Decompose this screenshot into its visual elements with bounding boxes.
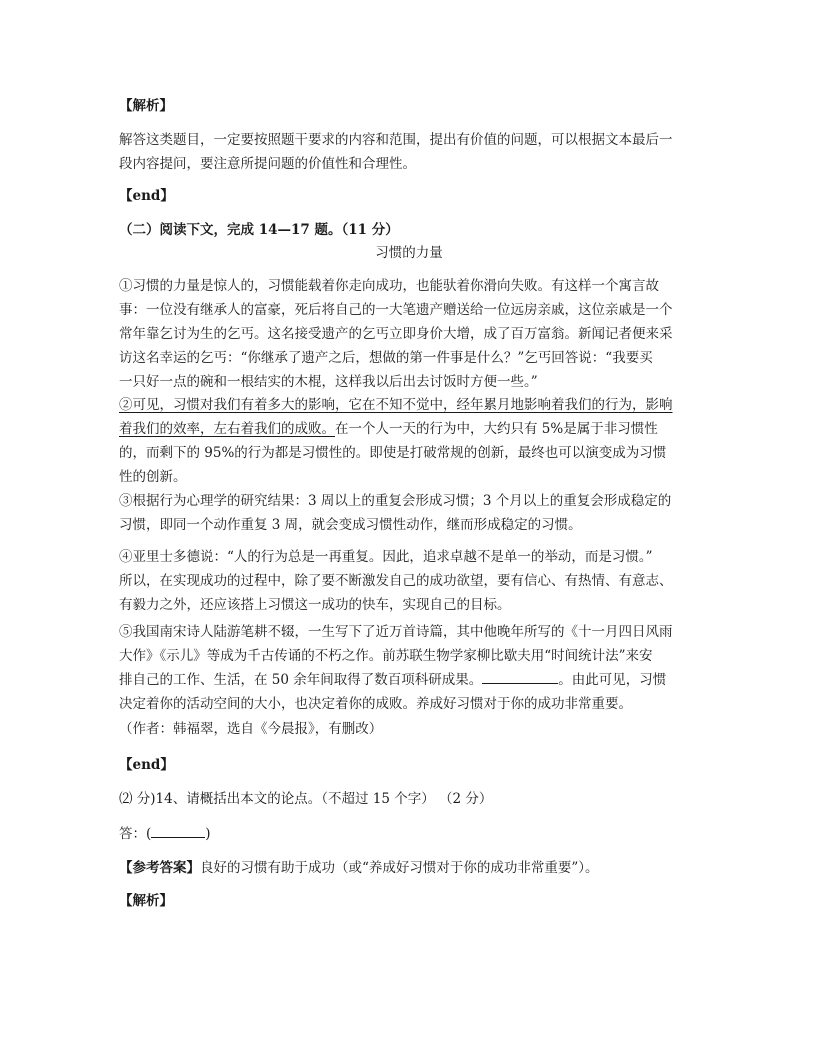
paragraph-1 [119,274,699,394]
analysis-text [119,128,699,176]
p4-line-2: 所以，在实现成功的过程中，除了要不断激发自己的成功欲望，要有信心、有热情、有意志、 [119,573,673,589]
paragraph-3 [119,489,699,537]
p5-line-1: ⑤我国南宋诗人陆游笔耕不辍，一生写下了近万首诗篇，其中他晚年所写的《十一月四日风雨 [119,624,673,640]
reference-text: 良好的习惯有助于成功（或“养成好习惯对于你的成功非常重要”）。 [200,860,599,876]
p2-underlined-line-2: 着我们的效率，左右着我们的成败。 [119,421,335,437]
paragraph-5 [119,620,699,716]
paragraph-4 [119,545,699,617]
p1-line-4: 访这名幸运的乞丐：“你继承了遗产之后，想做的第一件事是什么？”乞丐回答说：“我要买 [119,350,653,366]
p2-line-4: 性的创新。 [119,469,187,485]
p1-line-1: ①习惯的力量是惊人的，习惯能载着你走向成功，也能驮着你滑向失败。有这样一个寓言故 [119,278,659,294]
answer-line [119,822,699,846]
analysis-line-1: 解答这类题目，一定要按照题干要求的内容和范围，提出有价值的问题，可以根据文本最后一 [119,132,673,148]
author-note: （作者：韩福翠，选自《今晨报》，有删改） [119,721,383,737]
article-title: 习惯的力量 [375,245,443,261]
fill-in-blank[interactable] [482,669,558,684]
p1-line-2: 事：一位没有继承人的富豪，死后将自己的一大笔遗产赠送给一位远房亲戚，这位亲戚是一个 [119,302,673,318]
p5-line-3 [119,668,699,692]
question-14: ⑵ 分)14、请概括出本文的论点。（不超过 15 个字） （2 分） [119,791,493,807]
p5-line-3-after: 。由此可见，习惯 [558,672,667,688]
end-marker-2: 【end】 [119,757,174,773]
reference-answer [119,856,699,880]
p5-line-3-before: 排自己的工作、生活，在 50 余年间取得了数百项科研成果。 [119,672,483,688]
answer-blank[interactable] [151,823,205,838]
p2-underlined-line-1: ②可见，习惯对我们有着多大的影响，它在不知不觉中，经年累月地影响着我们的行为，影响 [119,397,673,413]
answer-suffix: ) [205,826,211,842]
p5-line-2: 大作》《示儿》等成为千古传诵的不朽之作。前苏联生物学家柳比歇夫用“时间统计法”来安 [119,648,653,664]
analysis-header-2: 【解析】 [119,893,173,909]
p5-line-4: 决定着你的活动空间的大小，也决定着你的成败。养成好习惯对于你的成功非常重要。 [119,696,632,712]
p2-line-3: 的，而剩下的 95%的行为都是习惯性的。即使是打破常规的创新，最终也可以演变成为习惯 [119,445,667,461]
p2-line-2-rest: 在一个人一天的行为中，大约只有 5%是属于非习惯性 [335,421,658,437]
analysis-header-1: 【解析】 [119,98,173,114]
p1-line-3: 常年靠乞讨为生的乞丐。这名接受遗产的乞丐立即身价大增，成了百万富翁。新闻记者便来采 [119,326,673,342]
reference-label: 【参考答案】 [119,860,200,876]
analysis-line-2: 段内容提问，要注意所提问题的价值性和合理性。 [119,156,416,172]
p3-line-2: 习惯，即同一个动作重复 3 周，就会变成习惯性动作，继而形成稳定的习惯。 [119,517,582,533]
end-marker-1: 【end】 [119,188,174,204]
p4-line-1: ④亚里士多德说：“人的行为总是一再重复。因此，追求卓越不是单一的举动，而是习惯。” [119,549,653,565]
p4-line-3: 有毅力之外，还应该搭上习惯这一成功的快车，实现自己的目标。 [119,597,511,613]
p2-line-2 [119,417,699,441]
p1-line-5: 一只好一点的碗和一根结实的木棍，这样我以后出去讨饭时方便一些。” [119,374,538,390]
paragraph-2 [119,393,699,489]
answer-prefix: 答：( [119,826,152,842]
p3-line-1: ③根据行为心理学的研究结果：3 周以上的重复会形成习惯；3 个月以上的重复会形成稳定的 [119,493,672,509]
section-title: （二）阅读下文，完成 14—17 题。（11 分） [119,222,399,238]
